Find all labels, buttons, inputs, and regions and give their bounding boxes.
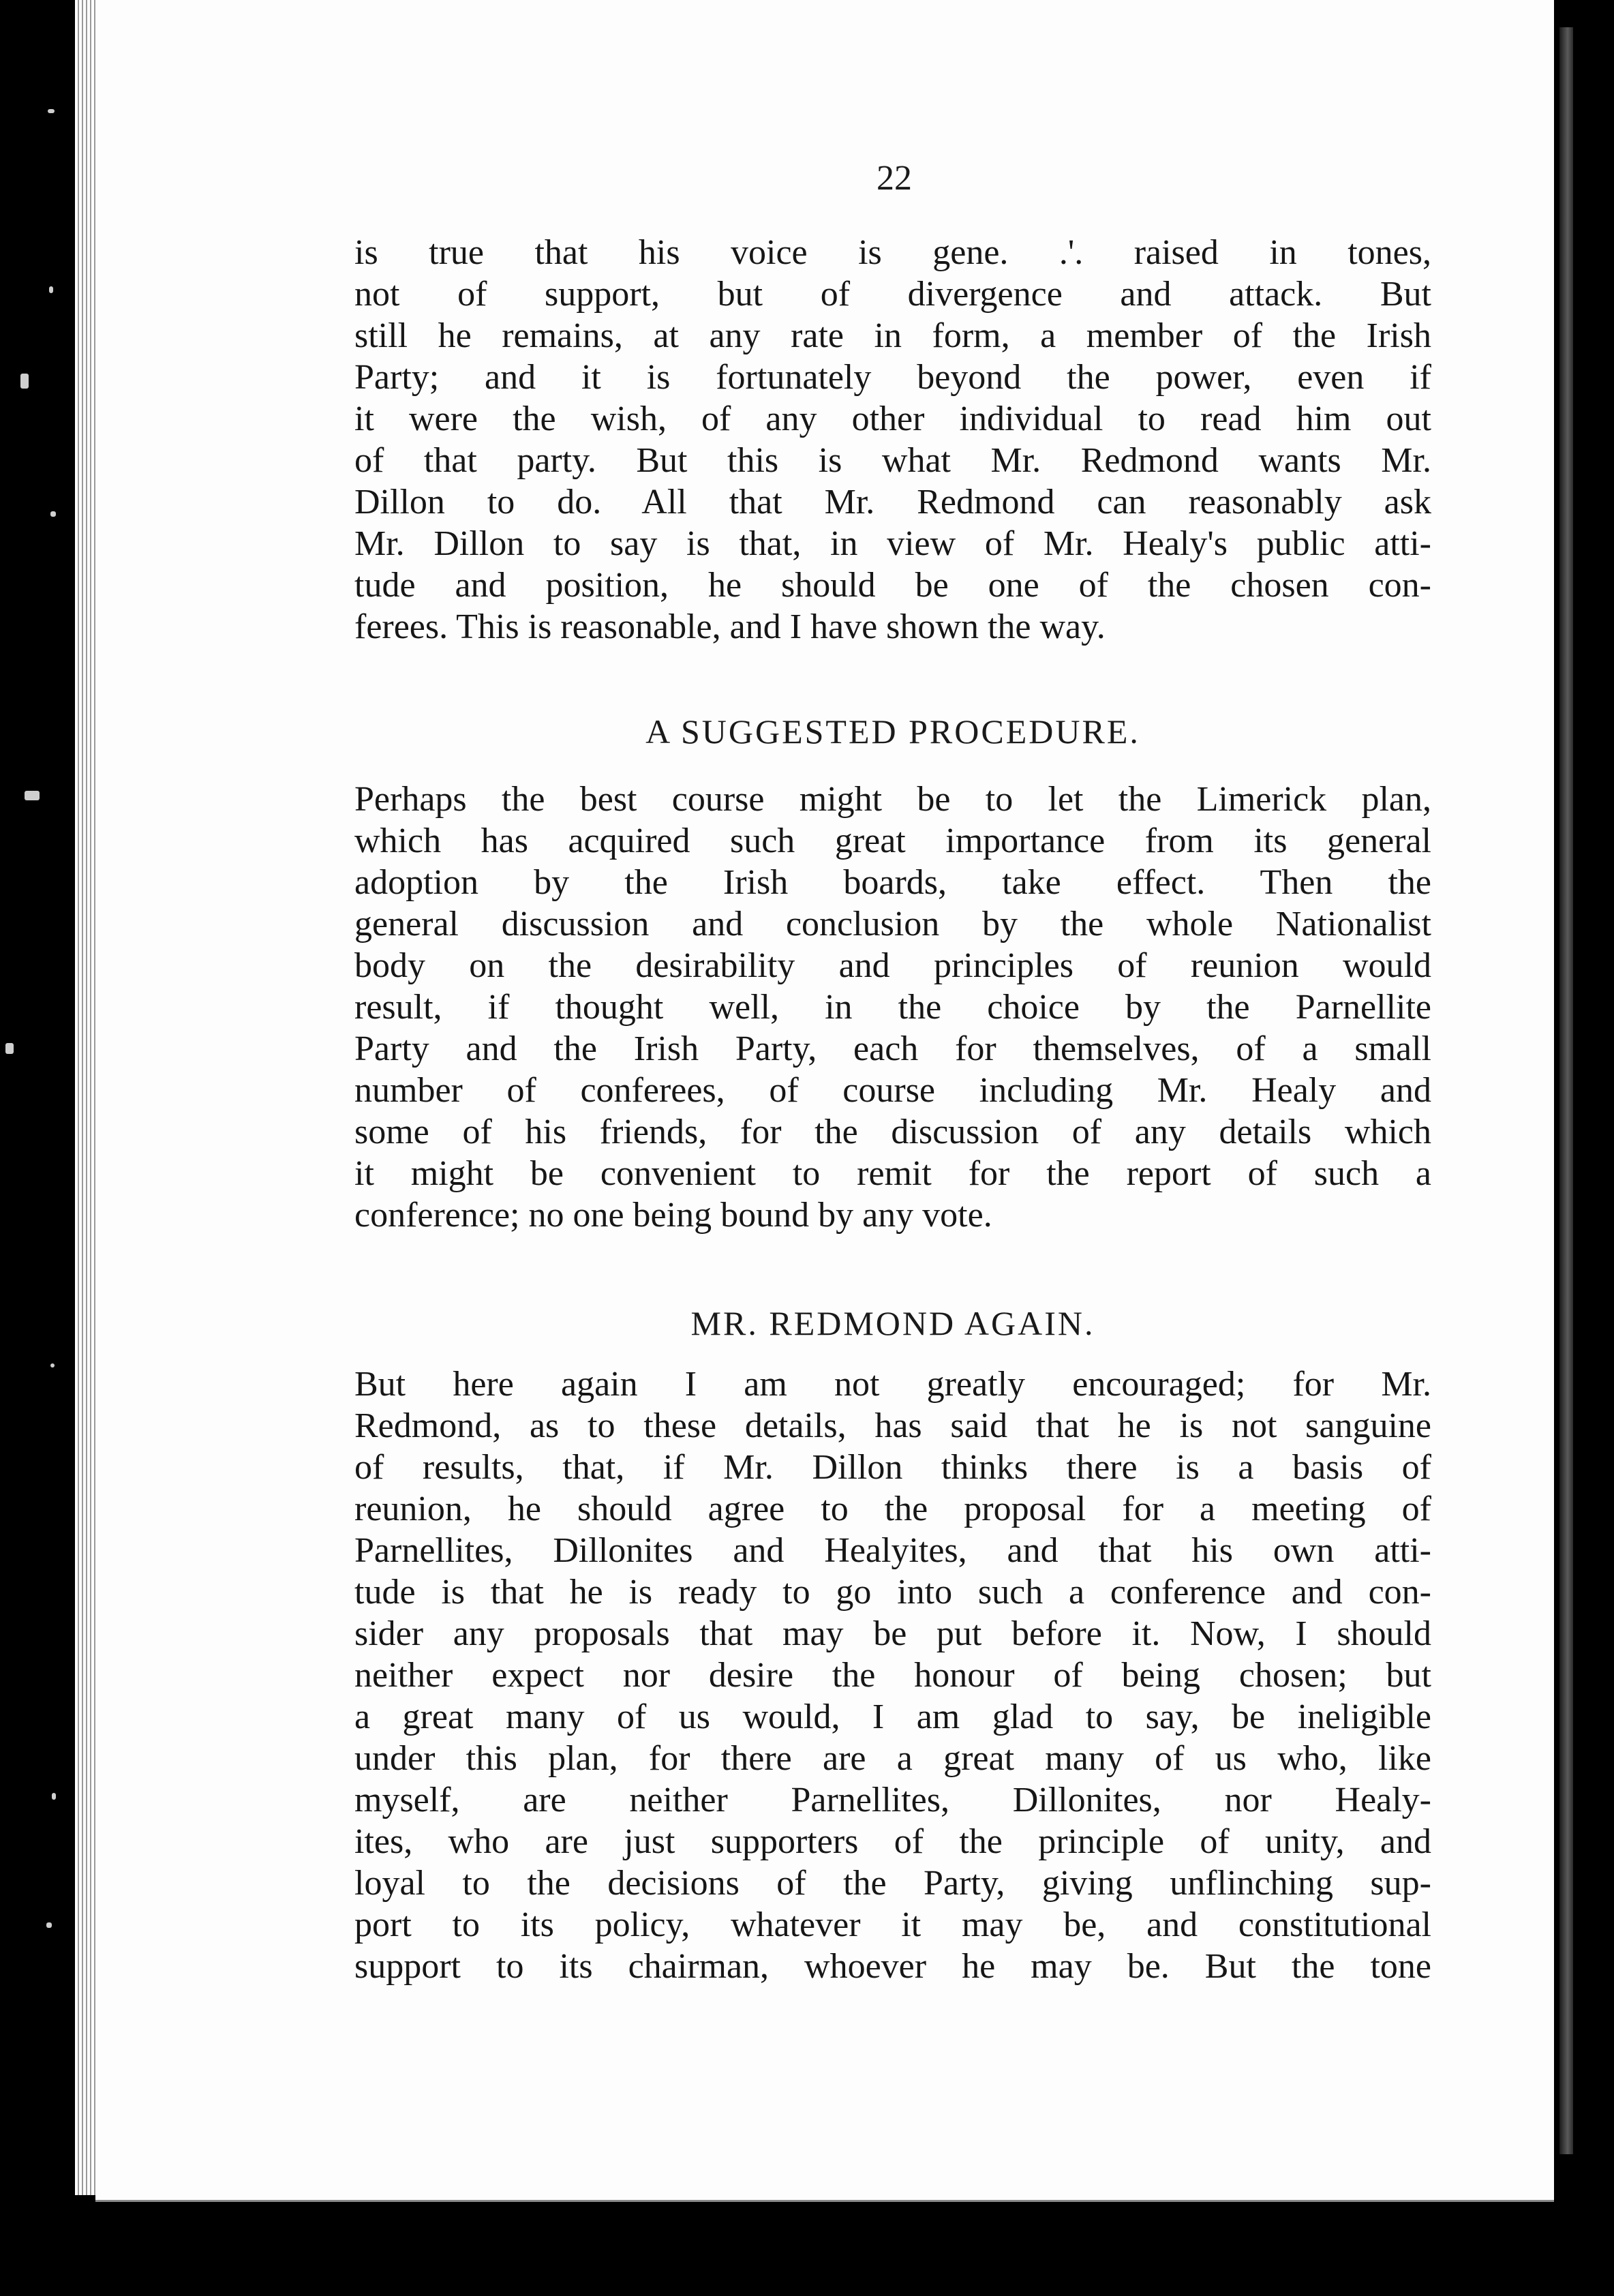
text-line: it were the wish, of any other individual to read him out <box>354 399 1431 438</box>
binding-gutter <box>1559 27 1573 2154</box>
text-line: Perhaps the best course might be to let the Limerick plan, <box>354 780 1431 819</box>
text-line: it might be convenient to remit for the report of such a <box>354 1154 1431 1193</box>
text-line: of that party. But this is what Mr. Redmond wants Mr. <box>354 441 1431 480</box>
text-line: general discussion and conclusion by the whole Nationalist <box>354 905 1431 943</box>
text-line: ites, who are just supporters of the principle of unity, and <box>354 1822 1431 1861</box>
scan-speck <box>50 1363 55 1368</box>
text-line: neither expect nor desire the honour of being chosen; but <box>354 1656 1431 1695</box>
scan-speck <box>25 791 40 800</box>
text-line: ferees. This is reasonable, and I have shown the way. <box>354 607 1106 646</box>
scan-speck <box>52 1793 56 1800</box>
text-line: loyal to the decisions of the Party, giving unflinching sup- <box>354 1864 1431 1903</box>
scan-speck <box>49 286 53 293</box>
scan-left-margin <box>0 0 75 2296</box>
paragraph-mr-redmond-again <box>354 1363 1431 1987</box>
section-heading-suggested-procedure: A SUGGESTED PROCEDURE. <box>645 712 1140 751</box>
text-line: of results, that, if Mr. Dillon thinks there is a basis of <box>354 1448 1431 1487</box>
text-line: tude and position, he should be one of the chosen con- <box>354 566 1431 605</box>
scan-speck <box>5 1043 14 1054</box>
text-line: sider any proposals that may be put before it. Now, I should <box>354 1614 1431 1653</box>
text-line: tude is that he is ready to go into such a conference and con- <box>354 1573 1431 1612</box>
text-line: Parnellites, Dillonites and Healyites, and that his own atti- <box>354 1531 1431 1570</box>
text-line: Party; and it is fortunately beyond the power, even if <box>354 358 1431 397</box>
paragraph-continuation <box>354 232 1431 648</box>
text-line: port to its policy, whatever it may be, and constitutional <box>354 1905 1431 1944</box>
text-line: Redmond, as to these details, has said that he is not sanguine <box>354 1406 1431 1445</box>
text-line: support to its chairman, whoever he may be. But the tone <box>354 1947 1431 1986</box>
text-line: result, if thought well, in the choice by the Parnellite <box>354 988 1431 1027</box>
text-line: Dillon to do. All that Mr. Redmond can reasonably ask <box>354 483 1431 522</box>
scan-speck <box>50 511 56 517</box>
text-line: not of support, but of divergence and attack. But <box>354 275 1431 314</box>
text-line: Party and the Irish Party, each for themselves, of a small <box>354 1029 1431 1068</box>
paragraph-suggested-procedure <box>354 779 1431 1236</box>
text-line: under this plan, for there are a great many of us who, like <box>354 1739 1431 1778</box>
text-line: a great many of us would, I am glad to say, be ineligible <box>354 1697 1431 1736</box>
scan-speck <box>46 1922 52 1928</box>
text-line: number of conferees, of course including Mr. Healy and <box>354 1071 1431 1110</box>
text-line: is true that his voice is gene. .'. raised in tones, <box>354 233 1431 272</box>
text-line: Mr. Dillon to say is that, in view of Mr. Healy's public atti- <box>354 524 1431 563</box>
text-line: reunion, he should agree to the proposal for a meeting of <box>354 1490 1431 1528</box>
text-line: adoption by the Irish boards, take effect. Then the <box>354 863 1431 902</box>
section-heading-mr-redmond-again: MR. REDMOND AGAIN. <box>690 1304 1095 1342</box>
text-line: still he remains, at any rate in form, a member of the Irish <box>354 316 1431 355</box>
text-line: body on the desirability and principles of reunion would <box>354 946 1431 985</box>
text-line: myself, are neither Parnellites, Dillonites, nor Healy- <box>354 1781 1431 1819</box>
page-number: 22 <box>877 159 912 198</box>
scan-speck <box>48 109 55 113</box>
text-line: conference; no one being bound by any vote. <box>354 1196 992 1235</box>
text-line: some of his friends, for the discussion of any details which <box>354 1113 1431 1151</box>
scan-speck <box>20 374 29 389</box>
text-line: which has acquired such great importance from its general <box>354 821 1431 860</box>
scan-bottom-margin <box>75 2202 1554 2296</box>
text-line: But here again I am not greatly encouraged; for Mr. <box>354 1365 1431 1404</box>
book-binding-shadow <box>1554 0 1614 2296</box>
book-page-edges <box>75 0 95 2195</box>
